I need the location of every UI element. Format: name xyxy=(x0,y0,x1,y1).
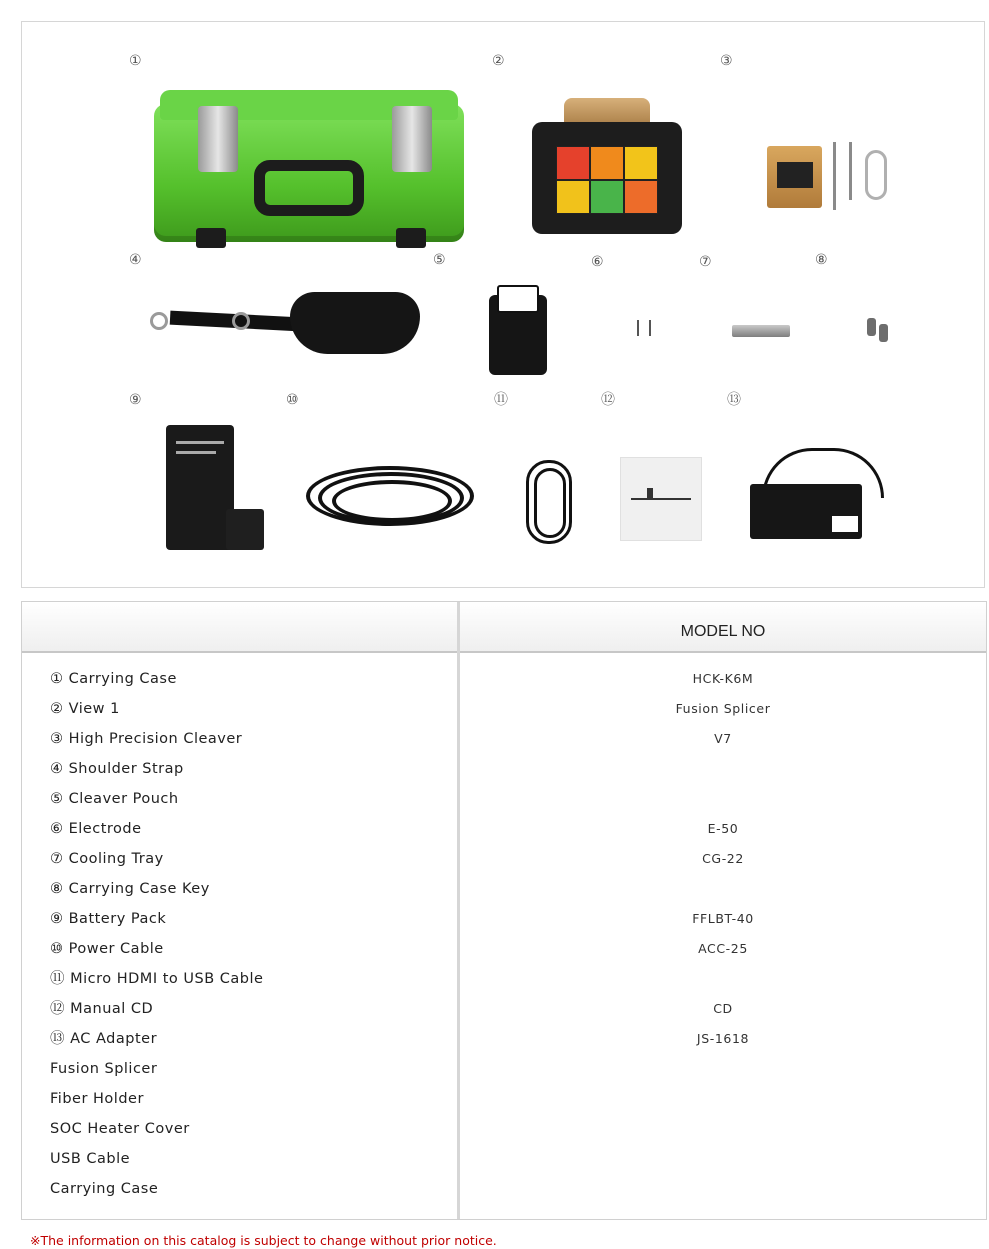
carrying-case-key-image xyxy=(865,318,893,342)
item-name: ⑨ Battery Pack xyxy=(50,911,167,927)
item-name: USB Cable xyxy=(50,1151,131,1167)
disclaimer-notice: ※The information on this catalog is subject to change without prior notice. xyxy=(30,1233,497,1248)
item-name: ⑩ Power Cable xyxy=(50,941,164,957)
item-name: Fusion Splicer xyxy=(50,1061,158,1077)
item-name: ③ High Precision Cleaver xyxy=(50,731,243,747)
item-name: ⑫ Manual CD xyxy=(50,1001,154,1017)
model-number: HCK-K6M xyxy=(692,671,754,686)
item-number-2: ② xyxy=(492,53,505,69)
item-name: ⑧ Carrying Case Key xyxy=(50,881,210,897)
item-name: ⑦ Cooling Tray xyxy=(50,851,164,867)
item-name: ② View 1 xyxy=(50,701,120,717)
item-number-6: ⑥ xyxy=(591,254,604,270)
model-number xyxy=(460,1118,986,1148)
item-name-column xyxy=(50,668,450,1208)
hdmi-usb-cable-image xyxy=(522,454,578,546)
ac-adapter-image xyxy=(750,448,884,543)
item-name: SOC Heater Cover xyxy=(50,1121,190,1137)
model-number xyxy=(460,968,986,998)
cooling-tray-image xyxy=(732,325,790,337)
model-number: ACC-25 xyxy=(698,941,748,956)
model-number: JS-1618 xyxy=(696,1031,750,1046)
fusion-splicer-image xyxy=(532,98,682,238)
model-number: Fusion Splicer xyxy=(675,701,771,716)
electrode-image xyxy=(635,320,655,340)
product-photo-panel xyxy=(21,21,985,588)
battery-pack-image xyxy=(166,425,264,550)
item-name: Carrying Case xyxy=(50,1181,159,1197)
carrying-case-image xyxy=(154,90,464,242)
model-number: CG-22 xyxy=(702,851,744,866)
item-name: ⑬ AC Adapter xyxy=(50,1031,158,1047)
cleaver-image xyxy=(767,142,897,217)
model-number: V7 xyxy=(714,731,732,746)
item-name: Fiber Holder xyxy=(50,1091,144,1107)
model-no-column xyxy=(460,668,986,1208)
model-number: E-50 xyxy=(707,821,739,836)
item-number-8: ⑧ xyxy=(815,252,828,268)
manual-cd-image xyxy=(620,457,702,541)
shoulder-strap-image xyxy=(150,290,420,360)
item-number-1: ① xyxy=(129,53,142,69)
model-number xyxy=(460,1178,986,1208)
item-number-10: ⑩ xyxy=(286,392,299,408)
item-name: ⑥ Electrode xyxy=(50,821,142,837)
item-name: ④ Shoulder Strap xyxy=(50,761,184,777)
model-number xyxy=(460,788,986,818)
item-number-4: ④ xyxy=(129,252,142,268)
power-cable-image xyxy=(302,458,478,544)
model-number xyxy=(460,878,986,908)
item-name: ① Carrying Case xyxy=(50,671,177,687)
model-number: CD xyxy=(713,1001,733,1016)
model-number xyxy=(460,1058,986,1088)
item-number-7: ⑦ xyxy=(699,254,712,270)
model-no-header: MODEL NO xyxy=(680,623,766,640)
package-contents-table xyxy=(21,601,987,1220)
model-number xyxy=(460,758,986,788)
item-number-12: ⑫ xyxy=(601,392,615,408)
item-name: ⑪ Micro HDMI to USB Cable xyxy=(50,971,264,987)
item-number-11: ⑪ xyxy=(494,392,508,408)
model-number xyxy=(460,1088,986,1118)
item-number-13: ⑬ xyxy=(727,392,741,408)
item-number-5: ⑤ xyxy=(433,252,446,268)
item-number-9: ⑨ xyxy=(129,392,142,408)
cleaver-pouch-image xyxy=(489,285,547,375)
model-number: FFLBT-40 xyxy=(692,911,754,926)
item-number-3: ③ xyxy=(720,53,733,69)
item-name: ⑤ Cleaver Pouch xyxy=(50,791,179,807)
model-number xyxy=(460,1148,986,1178)
